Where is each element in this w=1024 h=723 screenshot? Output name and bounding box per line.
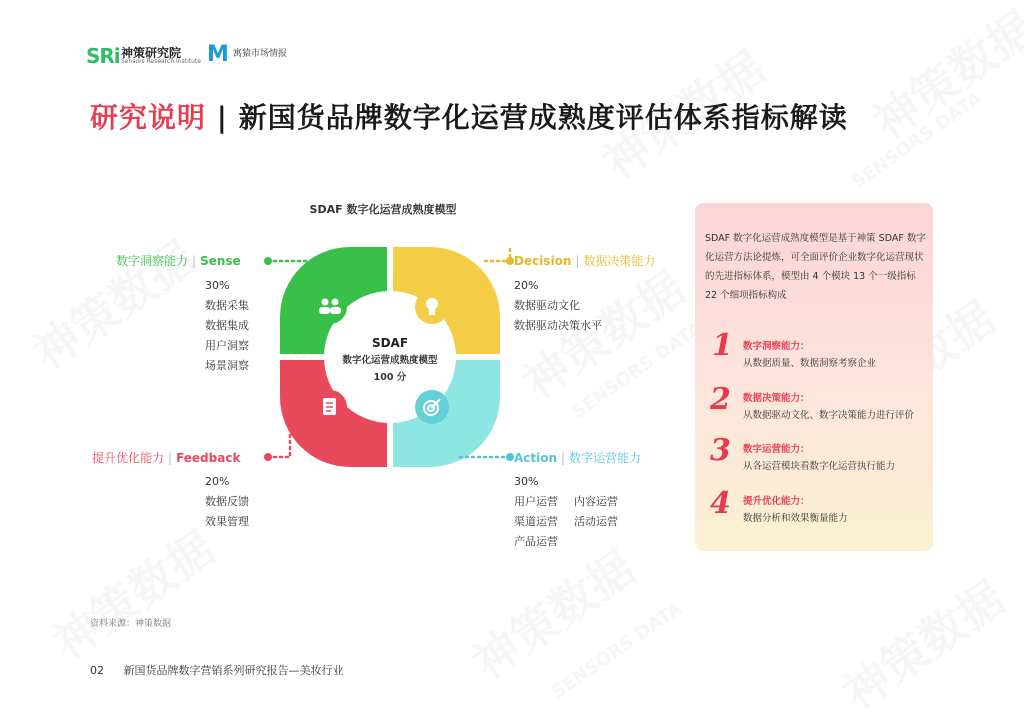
action-en: Action [514,451,558,465]
document-edit-icon-glyph [323,398,336,415]
sense-pct: 30% [205,279,230,292]
watermark [458,533,647,693]
market-intel-logo-name: 寓猿市场情报 [233,49,288,59]
sdaf-model-diagram [260,235,520,475]
center-title: SDAF [371,336,409,350]
action-cn: 数字运营能力 [569,451,642,465]
list-item: 用户运营 内容运营 [514,495,618,508]
action-dot [506,453,514,461]
feedback-en: Feedback [176,451,241,465]
users-icon [313,290,347,324]
point-desc: 从数据质量、数据洞察考察企业 [743,358,877,369]
list-item: 数据驱动文化 [514,299,580,312]
list-item: 渠道运营 活动运营 [514,515,618,528]
title-main: 新国货品牌数字化运营成熟度评估体系指标解读 [238,101,848,134]
footer [90,662,344,678]
sri-logo-name: 神策研究院 [121,46,182,60]
list-item: 数据采集 [205,299,249,312]
page-title [90,96,848,136]
feedback-dot [264,453,272,461]
market-intel-logo: M [207,42,229,67]
point-number: 4 [710,486,731,521]
list-item: 用户洞察 [205,339,249,352]
title-divider: | [216,101,228,134]
watermark [38,513,227,673]
action-label [514,449,641,466]
watermark [548,598,686,704]
page-number: 02 [90,664,104,677]
watermark [858,0,1024,153]
list-item: 场景洞察 [205,359,249,372]
point-title: 数据决策能力： [743,393,810,404]
point-number: 2 [710,382,731,417]
list-item: 效果管理 [205,515,249,528]
point-number: 3 [710,433,731,468]
feedback-label [92,449,240,466]
sense-en: Sense [200,254,241,268]
point-title: 提升优化能力： [743,496,810,507]
sri-logo: SRi [86,44,120,68]
decision-cn: 数据决策能力 [583,254,656,268]
point-desc: 数据分析和效果衡量能力 [743,513,848,524]
point-title: 数字运营能力： [743,444,810,455]
source-note: 资料来源：神策数据 [90,619,172,629]
feedback-items [205,472,249,532]
sense-items [205,276,249,376]
point-title: 数字洞察能力： [743,341,810,352]
action-sep: | [561,451,566,465]
panel-intro: SDAF 数字化运营成熟度模型是基于神策 SDAF 数字化运营方法论提炼，可全面评价企业数字化运营现状的先进指标体系，模型由 4 个模块 13 个一级指标 22 个细项指标构成 [705,233,926,301]
center-subtitle: 数字化运营成熟度模型 [342,355,438,366]
decision-label [514,252,655,269]
center-score: 100 分 [373,372,407,383]
decision-items [514,276,602,336]
decision-sep: | [575,254,580,268]
feedback-cn: 提升优化能力 [92,451,165,465]
list-item: 数据集成 [205,319,249,332]
list-item: 产品运营 [514,535,558,548]
action-pct: 30% [514,475,539,488]
action-items [514,472,618,552]
decision-dot [506,257,514,265]
decision-pct: 20% [514,279,539,292]
watermark [828,563,1017,723]
list-item: 数据反馈 [205,495,249,508]
point-desc: 从各运营模块看数字化运营执行能力 [743,461,896,472]
watermark [18,223,207,383]
sense-dot [264,257,272,265]
feedback-sep: | [168,451,173,465]
sri-logo-subtitle: Sensors Research Institute [121,58,201,65]
feedback-pct: 20% [205,475,230,488]
watermark [848,88,986,194]
point-number: 1 [712,328,733,363]
title-prefix: 研究说明 [90,101,207,134]
footer-text: 新国货品牌数字营销系列研究报告—美妆行业 [123,664,344,677]
list-item: 数据驱动决策水平 [514,319,602,332]
sense-cn: 数字洞察能力 [116,254,189,268]
decision-en: Decision [514,254,572,268]
model-title: SDAF 数字化运营成熟度模型 [309,203,457,216]
sense-label [116,252,241,269]
sense-sep: | [192,254,197,268]
point-desc: 从数据驱动文化、数字决策能力进行评价 [743,410,915,421]
